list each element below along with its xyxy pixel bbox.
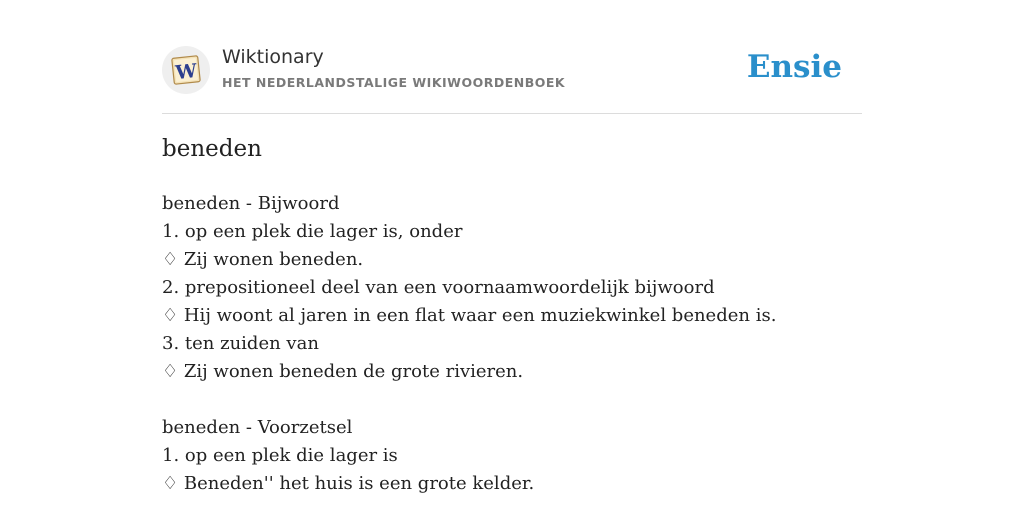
definition-card bbox=[162, 0, 862, 494]
sense-definition: 1. op een plek die lager is, onder bbox=[162, 221, 463, 242]
site-name[interactable]: Wiktionary bbox=[222, 46, 324, 68]
svg-text:W: W bbox=[174, 59, 198, 85]
entry-heading: beneden - Bijwoord bbox=[162, 193, 340, 214]
sense-example: ♢ Zij wonen beneden. bbox=[162, 249, 364, 270]
sense-definition: 2. prepositioneel deel van een voornaamwoordelijk bijwoord bbox=[162, 277, 715, 298]
sense-definition: 1. op een plek die lager is bbox=[162, 445, 398, 466]
page-title: beneden bbox=[162, 136, 262, 162]
entry-spacer bbox=[162, 386, 862, 414]
sense-definition: 3. ten zuiden van bbox=[162, 333, 319, 354]
sense-example: ♢ Zij wonen beneden de grote rivieren. bbox=[162, 361, 524, 382]
wiktionary-logo-icon[interactable] bbox=[162, 46, 210, 94]
entry-bijwoord bbox=[162, 190, 862, 386]
entry-voorzetsel bbox=[162, 414, 862, 498]
entry-heading: beneden - Voorzetsel bbox=[162, 417, 353, 438]
ensie-brand-link[interactable]: Ensie bbox=[746, 49, 842, 85]
site-subtitle: HET NEDERLANDSTALIGE WIKIWOORDENBOEK bbox=[222, 75, 566, 90]
sense-example: ♢ Beneden'' het huis is een grote kelder. bbox=[162, 473, 535, 494]
page-header bbox=[162, 0, 862, 114]
sense-example: ♢ Hij woont al jaren in een flat waar een muziekwinkel beneden is. bbox=[162, 305, 777, 326]
entries bbox=[162, 190, 862, 498]
